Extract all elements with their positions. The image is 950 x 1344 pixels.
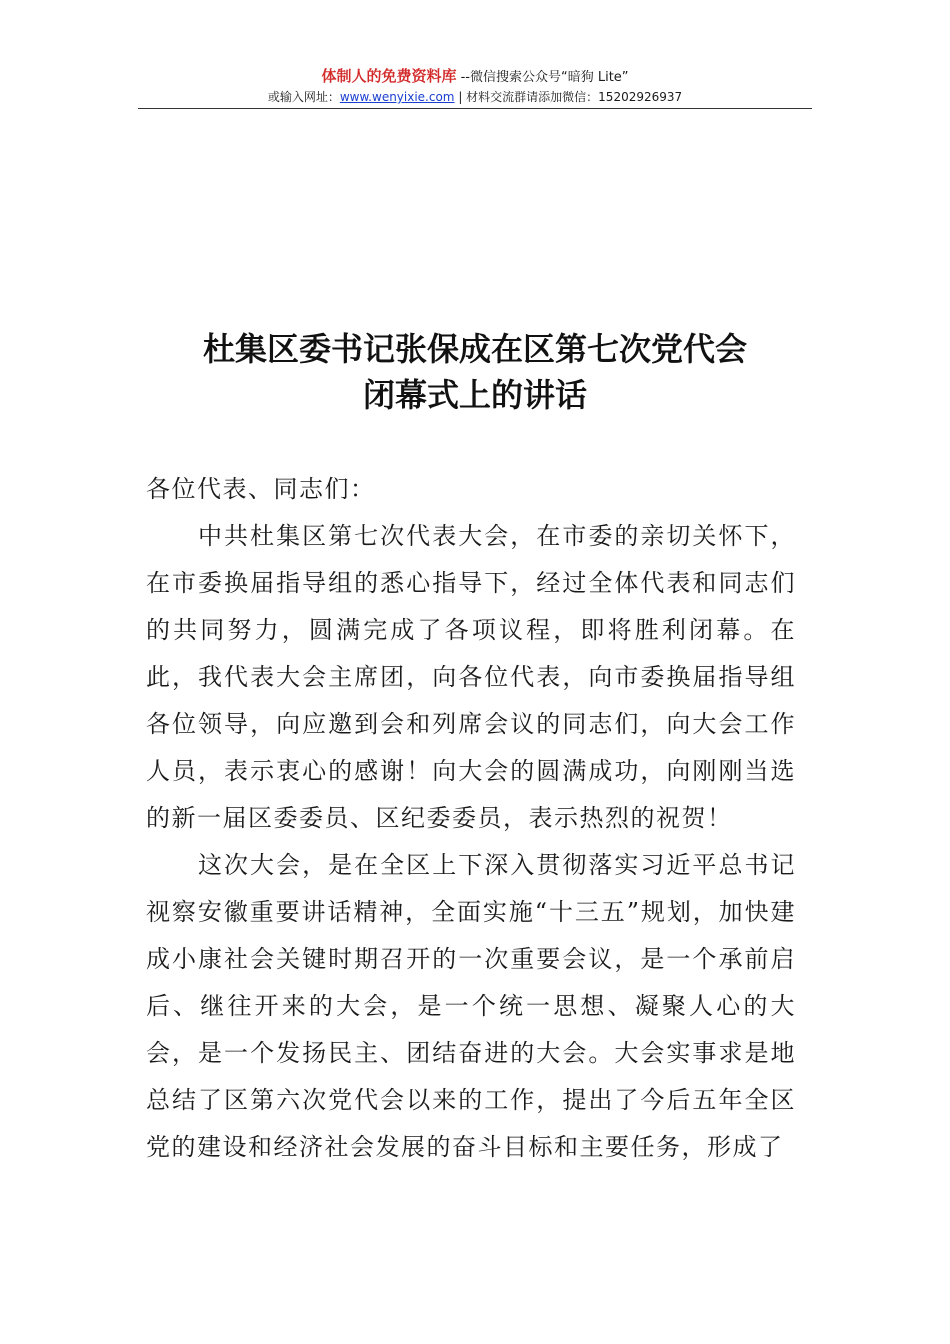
header-line-2 [138,88,812,106]
header-divider [138,108,812,109]
paragraph-1: 中共杜集区第七次代表大会，在市委的亲切关怀下，在市委换届指导组的悉心指导下，经过全体代表和同志们的共同努力，圆满完成了各项议程，即将胜利闭幕。在此，我代表大会主席团，向各位代表，向市委换届指导组各位领导，向应邀到会和列席会议的同志们，向大会工作人员，表示衷心的感谢！向大会的圆满成功，向刚刚当选的新一届区委委员、区纪委委员，表示热烈的祝贺！ [146,522,796,832]
page-header [138,66,812,106]
header-line-1 [138,66,812,88]
title-line-2: 闭幕式上的讲话 [362,376,587,414]
header-brand: 体制人的免费资料库 [321,67,457,85]
document-title [100,326,850,418]
header-url-prefix: 或输入网址： [267,90,340,104]
header-url-link[interactable]: www.wenyixie.com [339,90,455,104]
header-slogan: --微信搜索公众号“暗狗 Lite” [456,70,629,85]
title-line-1: 杜集区委书记张保成在区第七次党代会 [202,330,747,368]
paragraph-2: 这次大会，是在全区上下深入贯彻落实习近平总书记视察安徽重要讲话精神，全面实施“十三五”规划，加快建成小康社会关键时期召开的一次重要会议，是一个承前启后、继往开来的大会，是一个统一思想、凝聚人心的大会，是一个发扬民主、团结奋进的大会。大会实事求是地总结了区第六次党代会以来的工作，提出了今后五年全区党的建设和经济社会发展的奋斗目标和主要任务，形成了 [146,851,796,1161]
document-body [146,466,796,1171]
salutation: 各位代表、同志们： [146,475,376,503]
header-contact: | 材料交流群请添加微信：15202926937 [454,90,683,104]
